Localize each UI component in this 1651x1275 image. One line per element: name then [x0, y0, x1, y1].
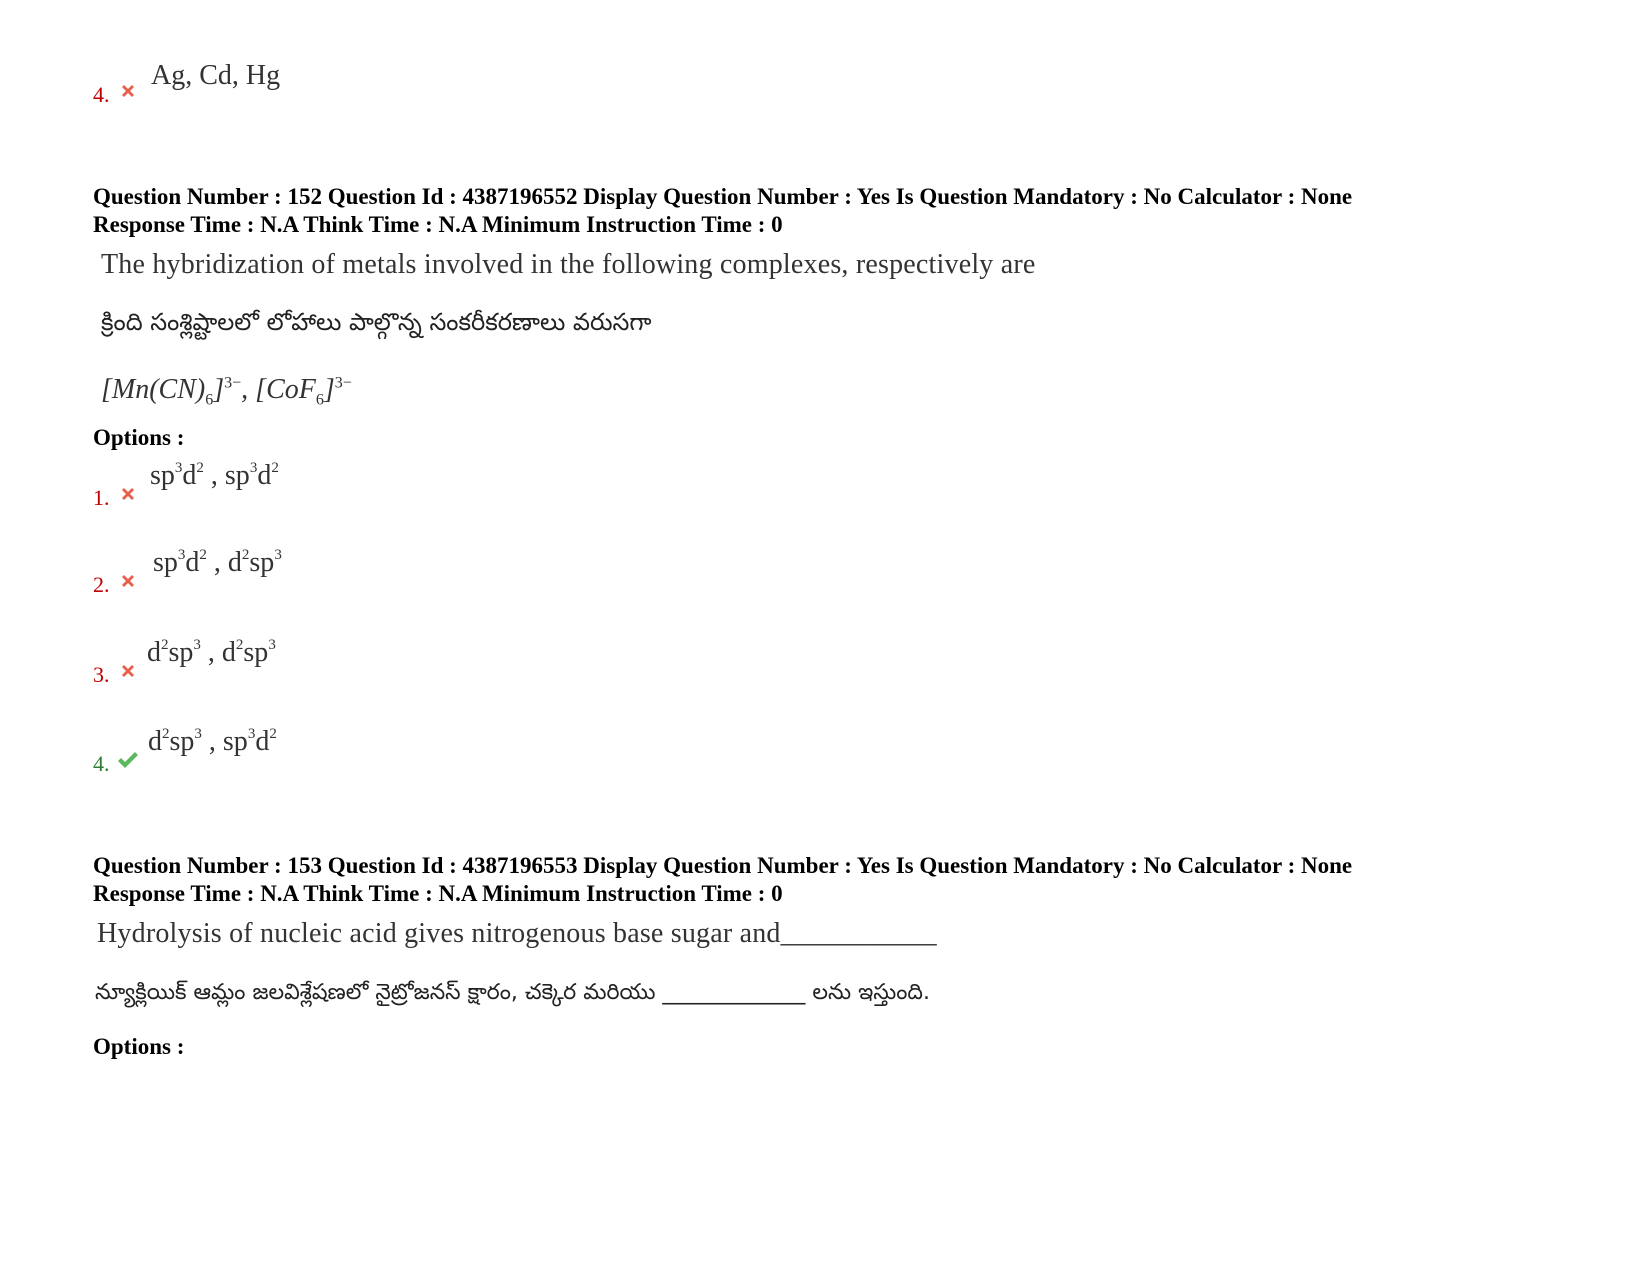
option-4 [93, 724, 413, 784]
option-number: 3. [93, 662, 110, 687]
option-text: $sp^3d^2$ , $sp^3d^2$ [150, 459, 279, 491]
question-153-meta [93, 852, 1352, 908]
option-2 [93, 545, 413, 605]
options-label: Options : [93, 425, 185, 450]
question-153-text-telugu: న్యూక్లియిక్ ఆమ్లం జలవిశ్లేషణలో నైట్రోజనస్ క్షారం, చక్కెర మరియు _____________ లను ఇస్తుంది. [95, 980, 930, 1005]
question-152-meta [93, 183, 1352, 239]
wrong-mark-icon [119, 662, 137, 680]
prev-option-4 [93, 62, 393, 110]
option-number: 2. [93, 572, 110, 597]
complex-1: $[Mn(CN)_6]^{3-}$ [101, 374, 242, 409]
correct-check-icon [116, 750, 140, 770]
question-152-text-telugu: క్రింది సంశ్లిష్టాలలో లోహాలు పాల్గొన్న సంకరీకరణాలు వరుసగా [101, 308, 652, 336]
question-meta-line-1: Question Number : 152 Question Id : 4387196552 Display Question Number : Yes Is Question Mandatory : No Calculator : None [93, 184, 1353, 209]
wrong-mark-icon [119, 82, 137, 100]
question-meta-line-2: Response Time : N.A Think Time : N.A Minimum Instruction Time : 0 [93, 881, 783, 906]
wrong-mark-icon [119, 485, 137, 503]
question-meta-line-2: Response Time : N.A Think Time : N.A Minimum Instruction Time : 0 [93, 212, 783, 237]
option-number: 4. [93, 751, 110, 776]
question-meta-line-1: Question Number : 153 Question Id : 4387196553 Display Question Number : Yes Is Question Mandatory : No Calculator : None [93, 853, 1353, 878]
option-text: $d^2sp^3$ , $d^2sp^3$ [147, 636, 276, 668]
option-number: 4. [93, 82, 110, 107]
option-3 [93, 635, 413, 695]
option-number: 1. [93, 485, 110, 510]
option-1 [93, 458, 413, 518]
option-text: $d^2sp^3$ , $sp^3d^2$ [148, 725, 277, 757]
question-153-text-english: Hydrolysis of nucleic acid gives nitrogenous base sugar and___________ [97, 918, 937, 949]
wrong-mark-icon [119, 572, 137, 590]
complex-2: $[CoF_6]^{3-}$ [255, 374, 352, 409]
option-text: $sp^3d^2$ , $d^2sp^3$ [153, 546, 282, 578]
question-152-formula: $[Mn(CN)_6]^{3-}$, $[CoF_6]^{3-}$ [101, 374, 352, 409]
option-text: Ag, Cd, Hg [151, 60, 281, 91]
question-152-text-english: The hybridization of metals involved in the following complexes, respectively are [101, 249, 1036, 280]
options-label: Options : [93, 1034, 185, 1059]
